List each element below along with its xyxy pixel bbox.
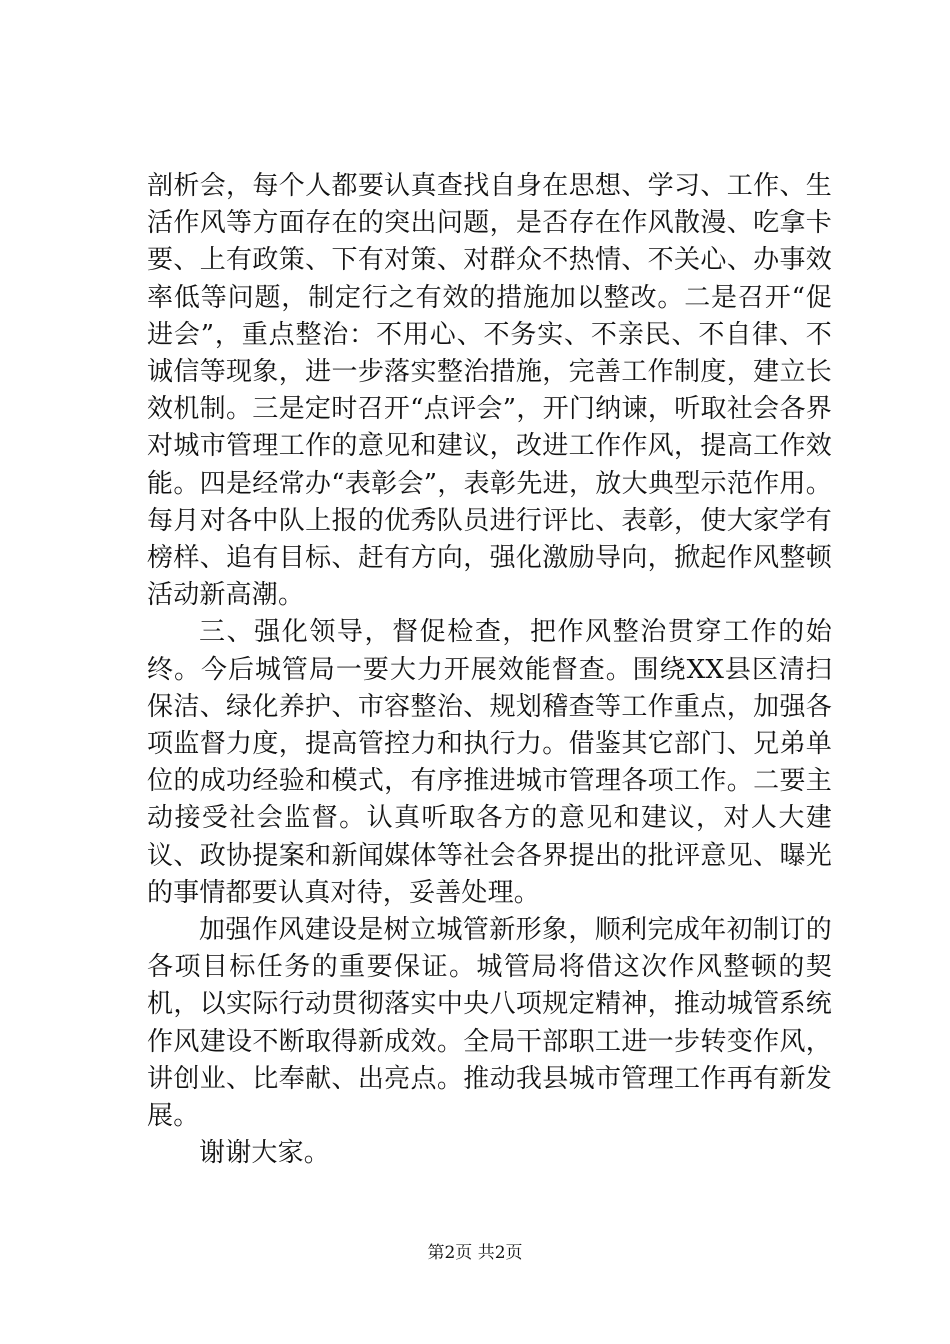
document-body — [147, 168, 832, 1172]
paragraph-thanks: 谢谢大家。 — [199, 1138, 331, 1169]
paragraph-continuation: 剖析会，每个人都要认真查找自身在思想、学习、工作、生活作风等方面存在的突出问题，是否存在作风散漫、吃拿卡要、上有政策、下有对策、对群众不热情、不关心、办事效率低等问题，制定行之有效的措施加以整改。二是召开“促进会”，重点整治：不用心、不务实、不亲民、不自律、不诚信等现象，进一步落实整治措施，完善工作制度，建立长效机制。三是定时召开“点评会”，开门纳谏，听取社会各界对城市管理工作的意见和建议，改进工作作风，提高工作效能。四是经常办“表彰会”，表彰先进，放大典型示范作用。每月对各中队上报的优秀队员进行评比、表彰，使大家学有榜样、追有目标、赶有方向，强化激励导向，掀起作风整顿活动新高潮。 — [147, 171, 832, 611]
page-number-footer: 第2页 共2页 — [427, 1243, 523, 1263]
paragraph-conclusion: 加强作风建设是树立城管新形象，顺利完成年初制订的各项目标任务的重要保证。城管局将借这次作风整顿的契机，以实际行动贯彻落实中央八项规定精神，推动城管系统作风建设不断取得新成效。全局干部职工进一步转变作风，讲创业、比奉献、出亮点。推动我县城市管理工作再有新发展。 — [147, 915, 832, 1132]
paragraph-section-three: 三、强化领导，督促检查，把作风整治贯穿工作的始终。今后城管局一要大力开展效能督查。围绕XX县区清扫保洁、绿化养护、市容整治、规划稽查等工作重点，加强各项监督力度，提高管控力和执行力。借鉴其它部门、兄弟单位的成功经验和模式，有序推进城市管理各项工作。二要主动接受社会监督。认真听取各方的意见和建议，对人大建议、政协提案和新闻媒体等社会各界提出的批评意见、曝光的事情都要认真对待，妥善处理。 — [147, 617, 832, 908]
